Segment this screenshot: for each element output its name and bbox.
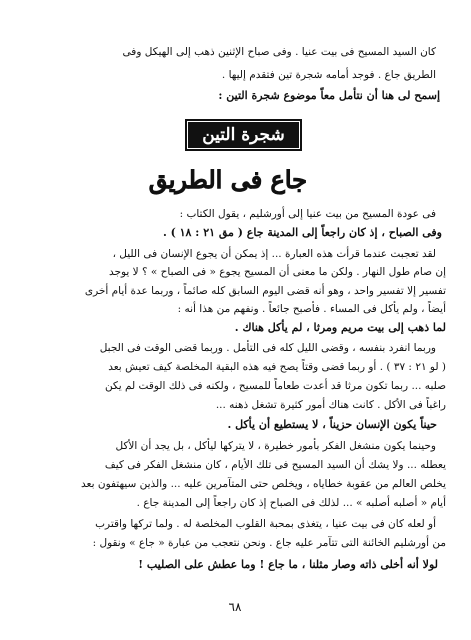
body-line: ( لو ٢١ : ٣٧ ) . أو ربما قضى وقتاً يصح فيه هذه البقية المخلصة كيف تعيش بعد (108, 361, 446, 373)
body-line: يعطله ... ولا يشك أن السيد المسيح فى تلك الأيام ، كان منشغل الفكر فى كيف (104, 459, 446, 471)
body-line-bold: حيناً يكون الإنسان حزيناً ، لا يستطيع أن يأكل . (227, 418, 437, 431)
body-line: من أورشليم الخائنة التى تتآمر عليه جاع . ونحن نتعجب من عبارة « جاع » ونقول : (92, 537, 446, 549)
page-number: ٦٨ (228, 600, 242, 614)
body-line: أيضاً ، ولم يأكل فى المساء . فأصبح جائعاً . ونفهم من هذا أنه : (177, 303, 446, 315)
section-title-ornate: شجرة التين (185, 119, 302, 151)
body-line-bold: لما ذهب إلى بيت مريم ومرثا ، لم يأكل هناك . (234, 321, 446, 334)
section-title-main: جاع فى الطريق (148, 165, 307, 194)
body-line: وحينما يكون منشغل الفكر بأمور خطيرة ، لا يتركها ليأكل ، بل يجد أن الأكل (115, 440, 436, 452)
body-line: لقد تعجبت عندما قرأت هذه العبارة ... إذ يمكن أن يجوع الإنسان فى الليل ، (112, 248, 436, 260)
body-line: راغباً فى الأكل . كانت هناك أمور كثيرة تشغل ذهنه ... (215, 399, 446, 411)
body-line-bold: لولا أنه أخلى ذاته وصار مثلنا ، ما جاع ! وما عطش على الصليب ! (138, 558, 438, 571)
body-line: إن صام طول النهار . ولكن ما معنى أن المسيح يجوع « فى الصباح » ؟ لا يوجد (108, 266, 446, 278)
body-line: تفسير إلا تفسير واحد ، وهو أنه قضى اليوم السابق كله صائماً ، وربما عدة أيام أخرى (84, 285, 446, 297)
body-line: أو لعله كان فى بيت عنيا ، يتغذى بمحبة القلوب المخلصة له . ولما تركها واقترب (95, 518, 436, 530)
body-line: وربما انفرد بنفسه ، وقضى الليل كله فى التأمل . وربما قضى الوقت فى الجبل (99, 342, 436, 354)
intro-line: كان السيد المسيح فى بيت عنيا . وفى صباح الإثنين ذهب إلى الهيكل وفى (122, 46, 436, 58)
body-line: فى عودة المسيح من بيت عنيا إلى أورشليم ، يقول الكتاب : (179, 208, 436, 220)
intro-line: الطريق جاع . فوجد أمامه شجرة تين فتقدم إليها . (221, 69, 436, 81)
body-line: يخلص العالم من عقوبة خطاياه ، ويخلص حتى المتآمرين عليه ... والذين سيهتفون بعد (81, 478, 446, 490)
body-line: صلبه ... ربما تكون مرثا قد أعدت طعاماً للمسيح ، ولكنه فى ذلك الوقت لم يكن (104, 380, 446, 392)
body-line: أيام « أصلبه أصلبه » ... لذلك فى الصباح إذ كان راجعاً إلى المدينة جاع . (136, 497, 446, 509)
intro-line: إسمح لى هنا أن نتأمل معاً موضوع شجرة التين : (218, 89, 440, 102)
body-line-bold: وفى الصباح ، إذ كان راجعاً إلى المدينة جاع ( مق ٢١ : ١٨ ) . (162, 226, 442, 239)
